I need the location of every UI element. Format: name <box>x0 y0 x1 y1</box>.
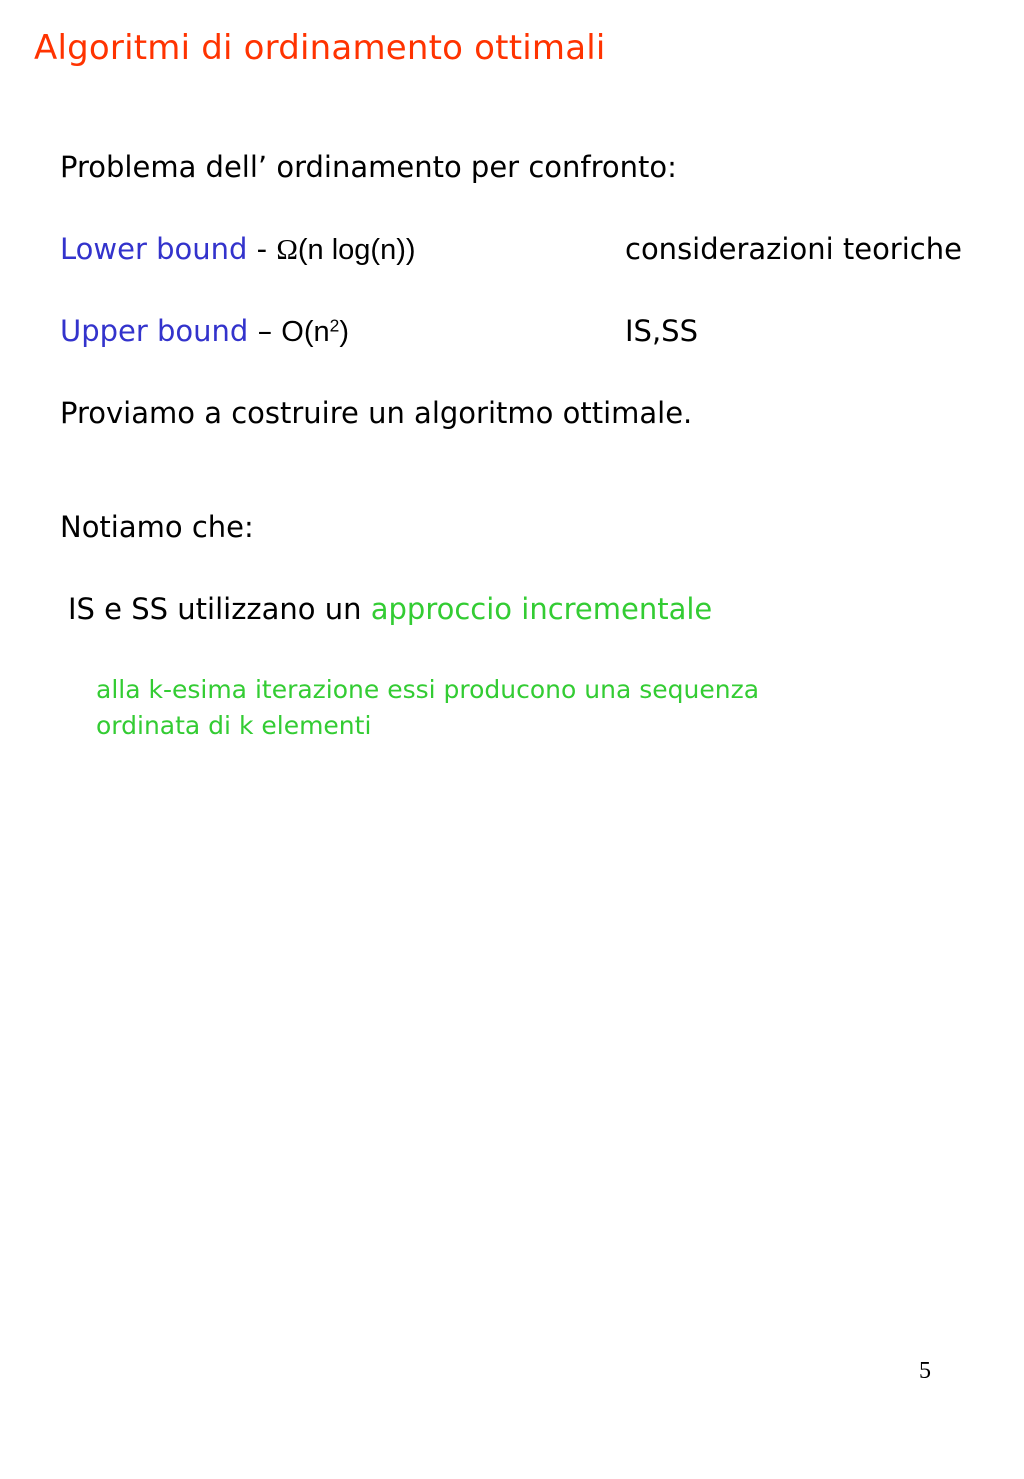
proviamo-statement: Proviamo a costruire un algoritmo ottimale. <box>60 396 693 430</box>
page-number: 5 <box>919 1358 931 1384</box>
detail-line-1: alla k-esima iterazione essi producono una sequenza <box>96 675 760 704</box>
lower-bound-label: Lower bound <box>60 232 248 266</box>
lower-bound-separator: - <box>247 232 277 266</box>
exponent: 2 <box>329 315 340 336</box>
incremental-prefix: IS e SS utilizzano un <box>68 592 371 626</box>
notiamo-heading: Notiamo che: <box>60 510 254 544</box>
upper-bound-row <box>60 314 349 349</box>
lower-bound-note: considerazioni teoriche <box>625 232 962 266</box>
incremental-highlight: approccio incrementale <box>370 592 713 626</box>
problem-statement: Problema dell’ ordinamento per confronto: <box>60 150 677 184</box>
upper-bound-expression: $O(n^2)$ <box>281 315 349 348</box>
lower-bound-expression: (n log(n)) <box>297 234 416 266</box>
incremental-statement <box>68 592 712 626</box>
detail-line-2: ordinata di k elementi <box>96 711 372 740</box>
slide-title: Algoritmi di ordinamento ottimali <box>34 28 606 68</box>
omega-symbol: Ω <box>276 234 298 266</box>
upper-bound-separator: – <box>248 314 282 348</box>
upper-bound-label: Upper bound <box>60 314 249 348</box>
upper-bound-note: IS,SS <box>625 314 698 348</box>
lower-bound-row <box>60 232 416 267</box>
